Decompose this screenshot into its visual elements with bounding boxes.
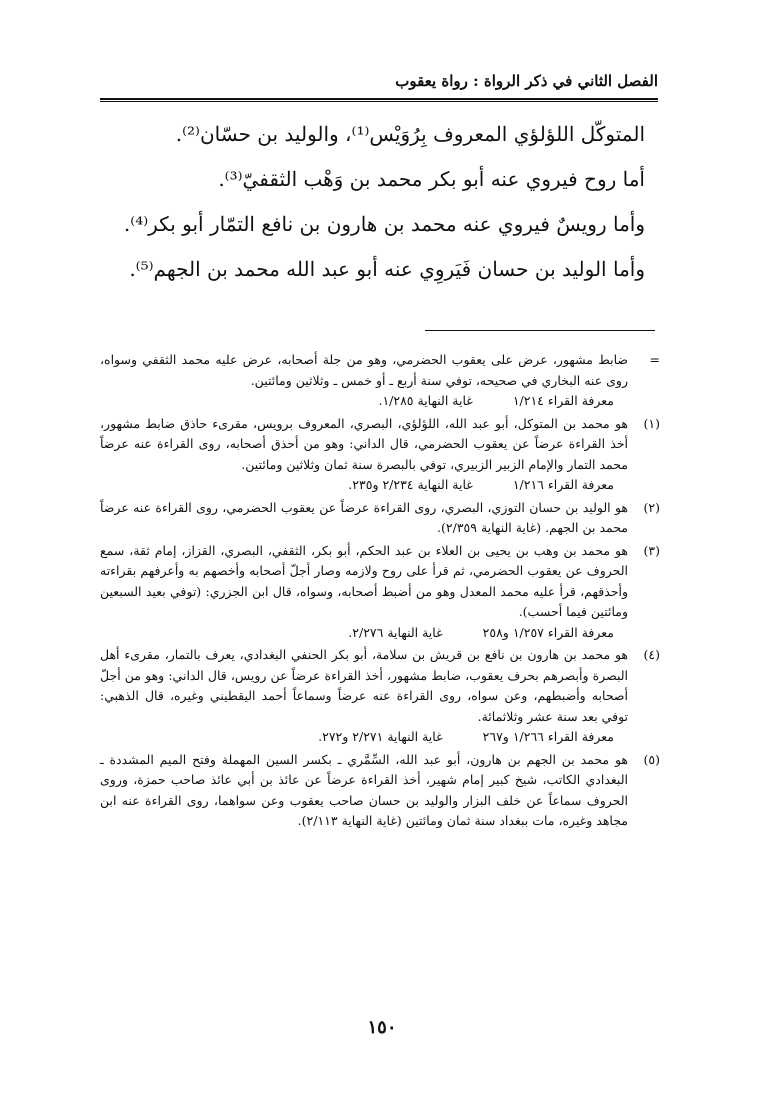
footnote-separator (425, 330, 655, 331)
footnote-refs (100, 727, 628, 748)
page-number: ١٥٠ (367, 1017, 397, 1038)
footnote-refs (100, 623, 628, 644)
footnote (100, 750, 660, 832)
footnote (100, 350, 660, 412)
footnote (100, 541, 660, 644)
footnote-mark: (٤) (643, 647, 660, 662)
footnote (100, 498, 660, 539)
footnote-mark: = (649, 352, 660, 367)
footnotes (100, 350, 660, 834)
footnote-ref: غاية النهاية ٢/٢٧١ و٢٧٢. (318, 729, 443, 744)
footnote-ref: غاية النهاية ٢/٢٣٤ و٢٣٥. (348, 477, 473, 492)
footnote-text: هو محمد بن الجهم بن هارون، أبو عبد الله، السِّمَّري ـ بكسر السين المهملة وفتح الميم المشددة ـ البغدادي الكاتب، شيخ كبير إمام شهير، أخذ القراءة عرضاً عن عائذ بن أبي عائذ صاحب حمزة، وروى الحروف سماعاً عن خلف البزار والوليد بن حسان صاحب يعقوب وعن سواهما، روى القراءة عنه ابن مجاهد وغيره، مات ببغداد سنة ثمان ومائتين (غاية النهاية ٢/١١٣). (100, 751, 628, 828)
footnote-text: هو محمد بن وهب بن يحيى بن العلاء بن عبد الحكم، أبو بكر، الثقفي، البصري، القزاز، إمام ثقة، سمع الحروف عن يعقوب الحضرمي، ثم قرأ على روح ولازمه وصار أجلّ أصحابه وأخصهم به وأعرفهم بقراءته وأحذقهم، قرأ عليه محمد المعدل وهو من أضبط أصحابه، وسواه، قال ابن الجزري: (توفي بعيد السبعين ومائتين فيما أحسب). (100, 542, 628, 619)
running-header: الفصل الثاني في ذكر الرواة : رواة يعقوب (395, 72, 658, 90)
main-line: أما روح فيروي عنه أبو بكر محمد بن وَهْب الثقفيّ⁽³⁾. (218, 167, 645, 191)
header-rule-thin (100, 101, 658, 102)
footnote-text: هو محمد بن هارون بن نافع بن قريش بن سلامة، أبو بكر الحنفي البغدادي، يعرف بالتمار، مقرىء أهل البصرة وأبصرهم بحرف يعقوب، ضابط مشهور، أخذ القراءة عرضاً عن رويس، قال الداني: وهو من أجلّ أصحابه وأضبطهم، وعن سواه، روى القراءة عنه عرضاً وسماعاً أحمد اليقطيني وغيره، قال الذهبي: توفي بعد سنة عشر وثلاثمائة. (100, 647, 628, 724)
footnote-ref: غاية النهاية ١/٢٨٥. (378, 393, 473, 408)
footnote-mark: (٥) (643, 751, 660, 767)
footnote-refs (100, 391, 628, 412)
main-line: المتوكّل اللؤلؤي المعروف بِرُوَيْس⁽¹⁾، والوليد بن حسّان⁽²⁾. (175, 122, 645, 146)
footnote (100, 645, 660, 748)
header-rule (100, 98, 658, 100)
footnote-ref: معرفة القراء ١/٢١٦ (512, 477, 614, 492)
footnote-ref: معرفة القراء ١/٢٥٧ و٢٥٨ (482, 624, 614, 640)
main-line: وأما رويسٌ فيروي عنه محمد بن هارون بن نافع التمّار أبو بكر⁽⁴⁾. (123, 212, 645, 236)
footnote-text: هو محمد بن المتوكل، أبو عبد الله، اللؤلؤي، البصري، المعروف برويس، مقرىء حاذق ضابط مشهور، أخذ القراءة عرضاً عن يعقوب الحضرمي، قال الداني: وهو من أحذق أصحابه، روى القراءة عنه عرضاً محمد التمار والإمام الزبير الزبيري، توفي بالبصرة سنة ثمان وثلاثين ومائتين. (100, 415, 628, 472)
footnote-text: هو الوليد بن حسان التوزي، البصري، روى القراءة عرضاً عن يعقوب الحضرمي، روى القراءة عنه عرضاً محمد بن الجهم. (غاية النهاية ٢/٣٥٩). (100, 499, 628, 535)
footnote-text: ضابط مشهور، عرض على يعقوب الحضرمي، وهو من جلة أصحابه، عرض عليه محمد الثقفي وسواه، روى عنه البخاري في صحيحه، توفي سنة أربع ـ أو خمس ـ وثلاثين ومائتين. (100, 352, 628, 388)
main-line: وأما الوليد بن حسان فَيَروِي عنه أبو عبد الله محمد بن الجهم⁽⁵⁾. (129, 257, 645, 281)
footnote (100, 414, 660, 496)
footnote-mark: (٢) (643, 499, 660, 515)
footnote-ref: غاية النهاية ٢/٢٧٦. (348, 624, 443, 640)
footnote-mark: (١) (643, 415, 660, 431)
footnote-mark: (٣) (643, 542, 660, 558)
footnote-ref: معرفة القراء ١/٢٦٦ و٢٦٧ (482, 729, 614, 744)
main-text (100, 112, 645, 292)
footnote-ref: معرفة القراء ١/٢١٤ (512, 393, 614, 408)
footnote-refs (100, 475, 628, 496)
